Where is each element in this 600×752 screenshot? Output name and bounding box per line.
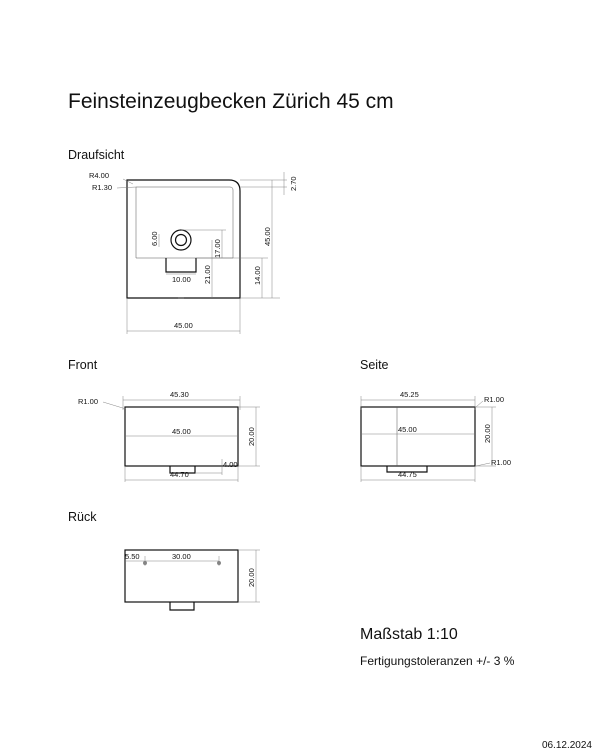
back-edge: 5.50 (125, 552, 140, 561)
top-width: 45.00 (174, 321, 193, 330)
front-bottom-width: 44.70 (170, 470, 189, 479)
side-view (361, 390, 511, 482)
side-bottom-width: 44.75 (398, 470, 417, 479)
front-drain-height: 4.00 (223, 460, 238, 469)
top-r-outer: R4.00 (89, 171, 110, 180)
front-view-label: Front (68, 358, 98, 372)
top-view-drain-hole (176, 235, 187, 246)
side-view-outline (361, 407, 475, 466)
front-height: 20.00 (247, 427, 256, 446)
top-depth-total: 45.00 (263, 227, 272, 246)
back-holes: 30.00 (172, 552, 191, 561)
side-height: 20.00 (483, 424, 492, 443)
drawing-title: Feinsteinzeugbecken Zürich 45 cm (68, 90, 394, 113)
top-view-drain-pocket (166, 258, 196, 272)
front-view-outline (125, 407, 238, 466)
top-view (89, 171, 298, 334)
front-radius: R1.00 (78, 397, 99, 406)
top-drain-y: 17.00 (213, 239, 222, 258)
front-view (78, 390, 260, 482)
top-pocket-width: 10.00 (172, 275, 191, 284)
top-pocket-depth: 14.00 (253, 266, 262, 285)
tolerance-note: Fertigungstoleranzen +/- 3 % (360, 654, 515, 668)
top-view-label: Draufsicht (68, 148, 125, 162)
side-r-bottom: R1.00 (491, 458, 512, 467)
side-top-width: 45.25 (400, 390, 419, 399)
side-r-top: R1.00 (484, 395, 505, 404)
top-view-drain-outer (171, 230, 191, 250)
side-view-label: Seite (360, 358, 389, 372)
back-view-label: Rück (68, 510, 97, 524)
back-view (125, 550, 260, 610)
back-height: 20.00 (247, 568, 256, 587)
back-view-drain (170, 602, 194, 610)
front-top-width: 45.30 (170, 390, 189, 399)
top-rim: 2.70 (289, 176, 298, 191)
top-drain-d: 6.00 (150, 231, 159, 246)
front-mid-width: 45.00 (172, 427, 191, 436)
top-drain-bottom: 21.00 (203, 265, 212, 284)
side-mid-width: 45.00 (398, 425, 417, 434)
top-r-inner: R1.30 (92, 183, 113, 192)
scale-label: Maßstab 1:10 (360, 626, 458, 643)
drawing-date: 06.12.2024 (541, 740, 592, 751)
